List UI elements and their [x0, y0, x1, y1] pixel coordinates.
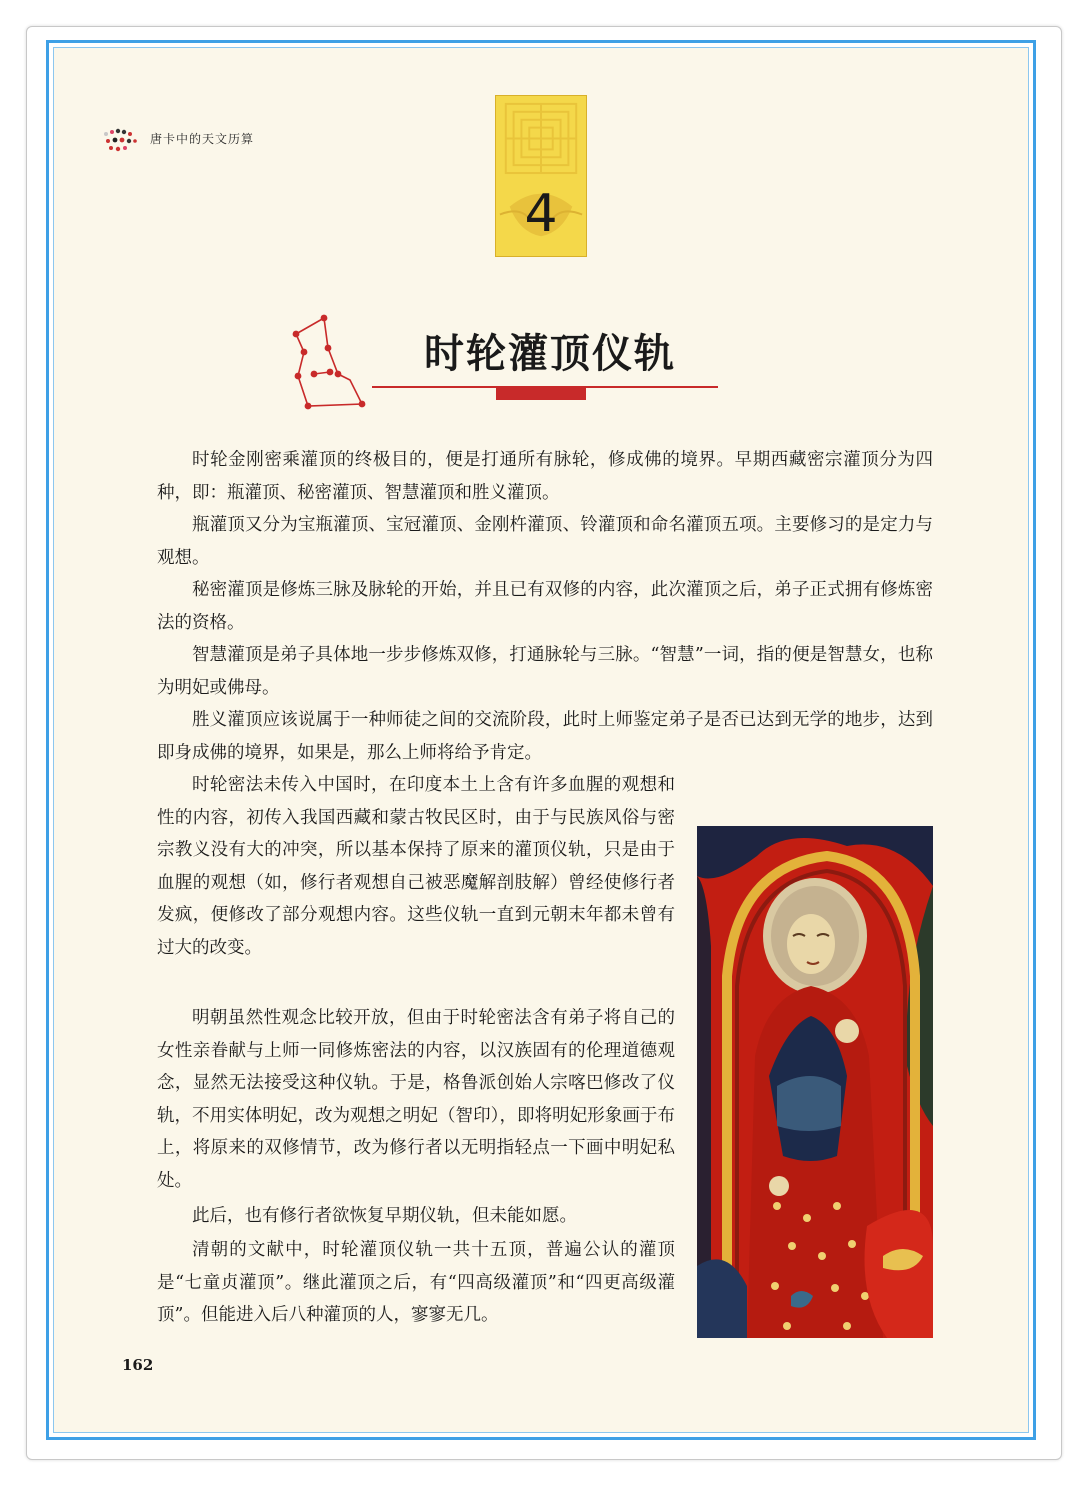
body-paragraph: 明朝虽然性观念比较开放，但由于时轮密法含有弟子将自己的女性亲眷献与上师一同修炼密法的内容，以汉族固有的伦理道德观念，显然无法接受这种仪轨。于是，格鲁派创始人宗喀巴修改了仪轨，不用实体明妃，改为观想之明妃（智印），即将明妃形象画于布上，将原来的双修情节，改为修行者以无明指轻点一下画中明妃私处。	[157, 1008, 675, 1191]
body-paragraph: 时轮密法未传入中国时，在印度本土上含有许多血腥的观想和性的内容，初传入我国西藏和蒙古牧民区时，由于与民族风俗与密宗教义没有大的冲突，所以基本保持了原来的灌顶仪轨，只是由于血腥的观想（如，修行者观想自己被恶魔解剖肢解）曾经使修行者发疯，便修改了部分观想内容。这些仪轨一直到元朝末年都未曾有过大的改变。	[157, 775, 675, 958]
header-logo-icon	[100, 126, 140, 154]
body-paragraph: 胜义灌顶应该说属于一种师徒之间的交流阶段，此时上师鉴定弟子是否已达到无学的地步，达到即身成佛的境界，如果是，那么上师将给予肯定。	[157, 710, 933, 763]
thangka-painting-image	[697, 826, 933, 1338]
running-header: 唐卡中的天文历算	[150, 132, 255, 146]
body-paragraph: 时轮金刚密乘灌顶的终极目的，便是打通所有脉轮，修成佛的境界。早期西藏密宗灌顶分为四种，即：瓶灌顶、秘密灌顶、智慧灌顶和胜义灌顶。	[157, 450, 933, 503]
body-paragraph: 此后，也有修行者欲恢复早期仪轨，但未能如愿。	[192, 1206, 577, 1226]
body-paragraph: 智慧灌顶是弟子具体地一步步修炼双修，打通脉轮与三脉。“智慧”一词，指的便是智慧女，也称为明妃或佛母。	[157, 645, 933, 698]
body-paragraph: 清朝的文献中，时轮灌顶仪轨一共十五顶，普遍公认的灌顶是“七童贞灌顶”。继此灌顶之后，有“四高级灌顶”和“四更高级灌顶”。但能进入后八种灌顶的人，寥寥无几。	[157, 1240, 675, 1325]
chapter-title: 时轮灌顶仪轨	[424, 331, 676, 377]
chapter-number: 4	[524, 184, 558, 244]
constellation-icon	[290, 312, 366, 416]
body-paragraph: 瓶灌顶又分为宝瓶灌顶、宝冠灌顶、金刚杵灌顶、铃灌顶和命名灌顶五项。主要修习的是定力与观想。	[157, 515, 933, 568]
body-paragraph: 秘密灌顶是修炼三脉及脉轮的开始，并且已有双修的内容，此次灌顶之后，弟子正式拥有修炼密法的资格。	[157, 580, 933, 633]
page-number: 162	[122, 1356, 154, 1374]
chapter-badge	[495, 95, 587, 257]
title-accent-bar	[496, 386, 586, 400]
